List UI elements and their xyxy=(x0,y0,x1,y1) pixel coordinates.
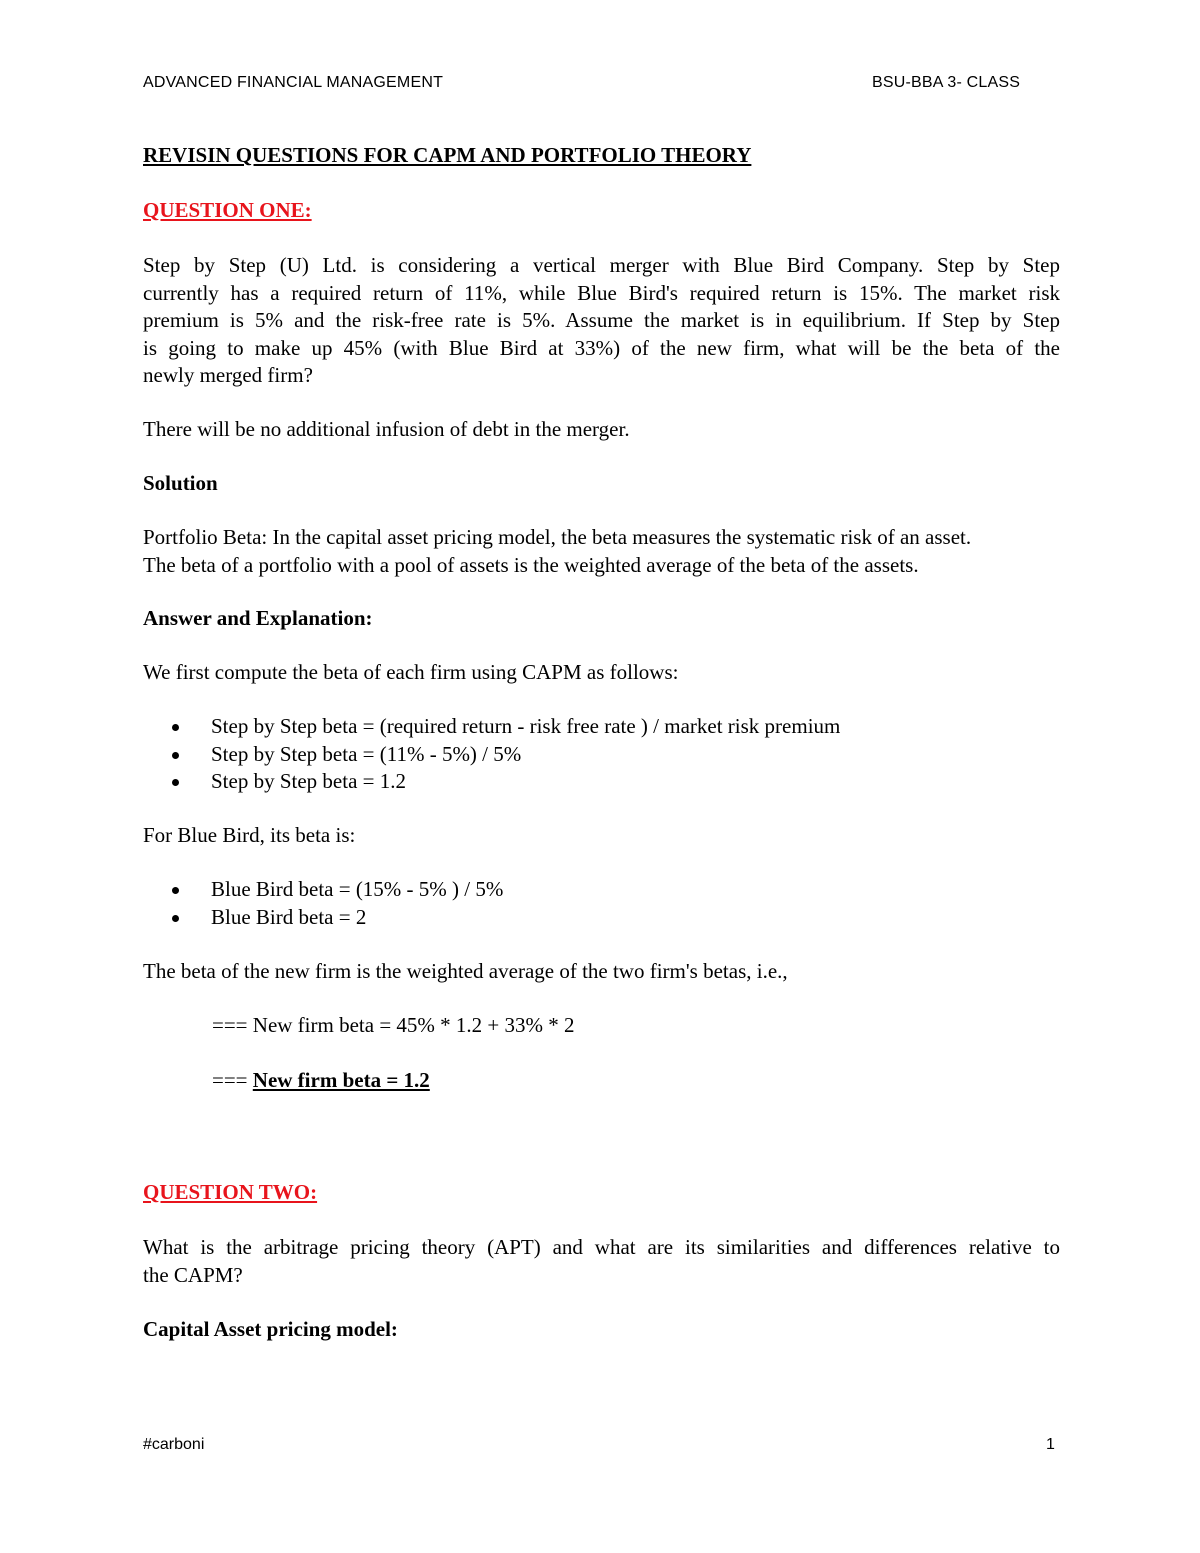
question-one-body xyxy=(143,252,1060,390)
list-item-text: Step by Step beta = 1.2 xyxy=(211,769,406,793)
question-two-body xyxy=(143,1234,1060,1289)
answer-heading: Answer and Explanation: xyxy=(143,606,373,630)
step-by-step-beta-list xyxy=(168,713,840,796)
weighted-average-intro: The beta of the new firm is the weighted average of the two firm's betas, i.e., xyxy=(143,959,788,983)
q2-body-line: What is the arbitrage pricing theory (APT) and what are its similarities and differences relative to xyxy=(143,1235,1060,1259)
header-class-label: BSU-BBA 3- CLASS xyxy=(872,74,1021,91)
header-course-title: ADVANCED FINANCIAL MANAGEMENT xyxy=(143,74,444,91)
list-item xyxy=(168,876,503,904)
list-item-text: Blue Bird beta = 2 xyxy=(211,904,367,929)
list-item-text: Blue Bird beta = (15% - 5% ) / 5% xyxy=(211,877,504,901)
blue-bird-beta-list xyxy=(168,876,503,931)
new-firm-beta-calculation xyxy=(212,1012,575,1040)
result-expression: New firm beta = 1.2 xyxy=(252,1068,430,1092)
solution-line: The beta of a portfolio with a pool of assets is the weighted average of the beta of the assets. xyxy=(143,552,919,577)
new-firm-beta-result xyxy=(212,1067,430,1095)
q1-body-line: is going to make up 45% (with Blue Bird at 33%) of the new firm, what will be the beta of the xyxy=(143,335,1060,360)
list-item xyxy=(168,904,503,932)
list-item xyxy=(168,713,840,741)
solution-text xyxy=(143,524,971,579)
question-one-note: There will be no additional infusion of debt in the merger. xyxy=(143,417,630,441)
q1-body-line: newly merged firm? xyxy=(143,363,313,387)
capm-subheading: Capital Asset pricing model: xyxy=(143,1317,398,1341)
bullet-icon xyxy=(172,779,179,786)
bullet-icon xyxy=(172,915,179,922)
bullet-icon xyxy=(172,887,179,894)
question-one-heading: QUESTION ONE: xyxy=(143,198,312,222)
bullet-icon xyxy=(172,724,179,731)
question-two-heading: QUESTION TWO: xyxy=(143,1180,318,1204)
calc-prefix: === xyxy=(212,1013,248,1037)
q1-body-line: currently has a required return of 11%, while Blue Bird's required return is 15%. The market risk xyxy=(143,280,1060,305)
list-item-text: Step by Step beta = (required return - risk free rate ) / market risk premium xyxy=(211,714,841,738)
blue-bird-intro: For Blue Bird, its beta is: xyxy=(143,823,356,847)
document-title: REVISIN QUESTIONS FOR CAPM AND PORTFOLIO THEORY xyxy=(143,143,752,167)
q2-body-line: the CAPM? xyxy=(143,1262,243,1287)
list-item xyxy=(168,768,840,796)
bullet-icon xyxy=(172,752,179,759)
calc-expression: New firm beta = 45% * 1.2 + 33% * 2 xyxy=(252,1013,575,1037)
page-number: 1 xyxy=(1046,1436,1055,1453)
solution-line: Portfolio Beta: In the capital asset pricing model, the beta measures the systematic risk of an asset. xyxy=(143,525,972,549)
footer-tag: #carboni xyxy=(143,1436,205,1453)
list-item-text: Step by Step beta = (11% - 5%) / 5% xyxy=(211,741,522,766)
q1-body-line: premium is 5% and the risk-free rate is 5%. Assume the market is in equilibrium. If Step by Step xyxy=(143,308,1060,332)
result-prefix: === xyxy=(212,1068,248,1092)
list-item xyxy=(168,741,840,769)
solution-heading: Solution xyxy=(143,471,218,495)
q1-body-line: Step by Step (U) Ltd. is considering a vertical merger with Blue Bird Company. Step by Step xyxy=(143,253,1060,277)
answer-intro: We first compute the beta of each firm using CAPM as follows: xyxy=(143,660,679,684)
